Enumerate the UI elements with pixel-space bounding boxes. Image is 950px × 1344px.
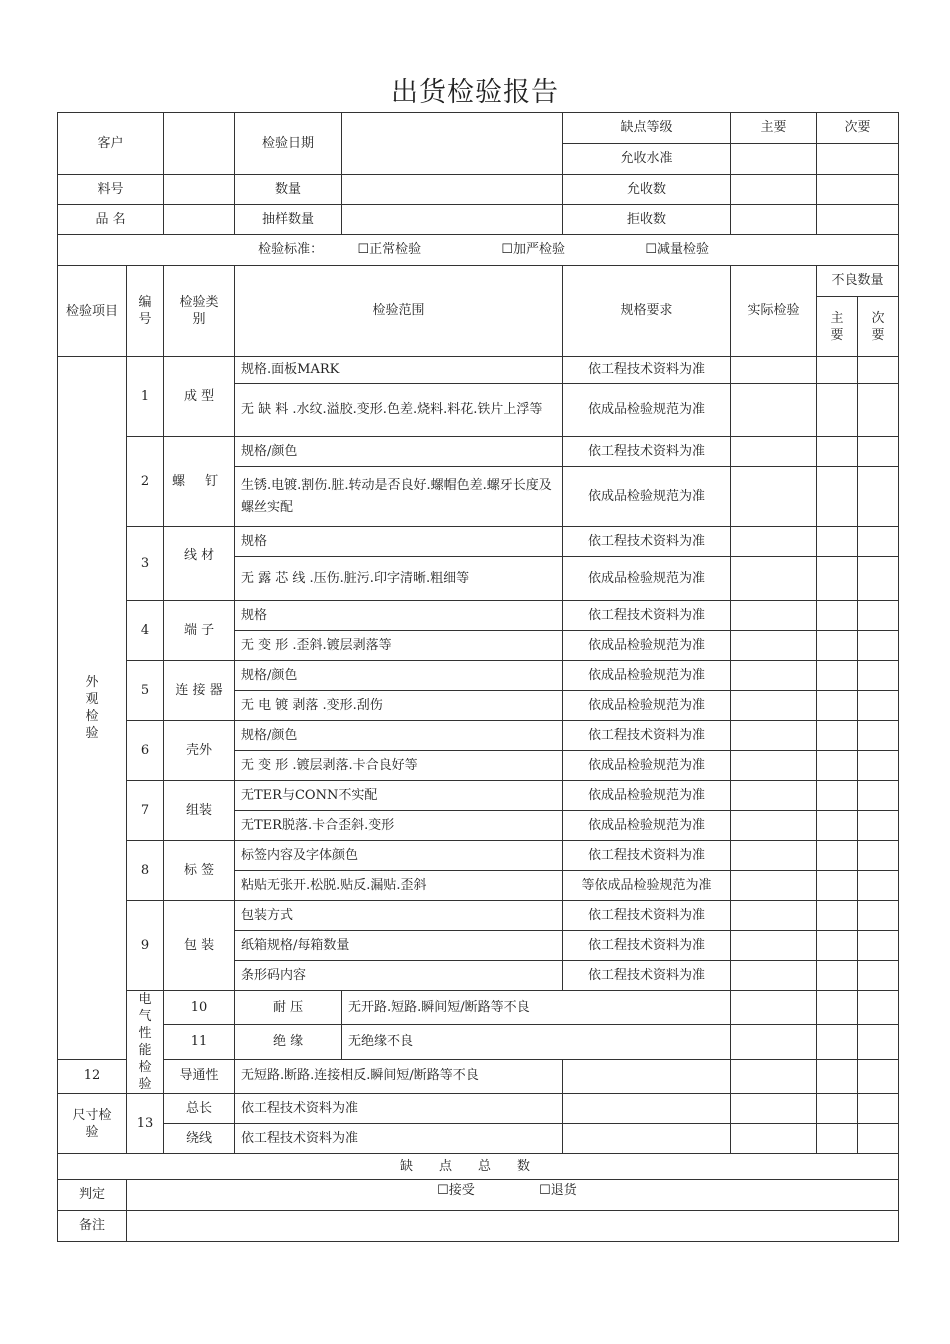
minor-cell[interactable] [858, 691, 899, 721]
actual-cell[interactable] [731, 691, 817, 721]
minor-cell[interactable] [858, 751, 899, 781]
col-no: 编号 [127, 266, 164, 357]
actual-cell[interactable] [731, 661, 817, 691]
scope: 规格/颜色 [235, 661, 563, 691]
spec: 依成品检验规范为准 [563, 557, 731, 601]
major-cell[interactable] [817, 661, 858, 691]
item-no: 12 [58, 1059, 127, 1093]
item-category: 绝 缘 [235, 1025, 342, 1059]
major-cell[interactable] [858, 991, 899, 1025]
sample-qty-label: 抽样数量 [235, 205, 342, 235]
item-category: 端 子 [164, 601, 235, 661]
customer-value[interactable] [164, 113, 235, 175]
minor-cell[interactable] [858, 1059, 899, 1093]
major-cell[interactable] [817, 557, 858, 601]
standard-normal-checkbox[interactable]: ☐正常检验 [357, 242, 422, 257]
item-no: 10 [164, 991, 235, 1025]
scope: 依工程技术资料为准 [235, 1124, 563, 1154]
major-cell[interactable] [817, 1124, 858, 1154]
item-category: 包 装 [164, 901, 235, 991]
item-category: 成 型 [164, 357, 235, 437]
minor-cell[interactable] [858, 931, 899, 961]
scope: 无 变 形 .镀层剥落.卡合良好等 [235, 751, 563, 781]
spec: 依工程技术资料为准 [563, 721, 731, 751]
accept-checkbox[interactable]: ☐接受 [437, 1183, 475, 1198]
spec: 依成品检验规范为准 [563, 751, 731, 781]
scope: 规格/颜色 [235, 437, 563, 467]
minor-cell[interactable] [858, 781, 899, 811]
minor-cell[interactable] [858, 811, 899, 841]
judgement-label: 判定 [58, 1180, 127, 1211]
remarks-label: 备注 [58, 1211, 127, 1242]
major-cell[interactable] [858, 1025, 899, 1059]
inspection-standard-row [58, 235, 899, 266]
quantity-value[interactable] [342, 175, 563, 205]
item-no: 13 [127, 1094, 164, 1154]
item-category: 螺 钉 [164, 437, 235, 527]
minor-cell[interactable] [858, 1124, 899, 1154]
scope: 无 缺 料 .水纹.溢胶.变形.色差.烧料.料花.铁片上浮等 [235, 384, 563, 437]
major-cell[interactable] [817, 871, 858, 901]
spec: 依工程技术资料为准 [563, 961, 731, 991]
item-category: 耐 压 [235, 991, 342, 1025]
minor-cell[interactable] [858, 841, 899, 871]
actual-cell[interactable] [731, 467, 817, 527]
major-cell[interactable] [817, 931, 858, 961]
accept-qty-major[interactable] [731, 175, 817, 205]
defect-grade-label: 缺点等级 [563, 113, 731, 144]
minor-cell[interactable] [858, 467, 899, 527]
col-defect-qty: 不良数量 [817, 266, 899, 297]
spec: 依工程技术资料为准 [563, 601, 731, 631]
actual-cell[interactable] [817, 991, 858, 1025]
major-cell[interactable] [817, 631, 858, 661]
scope: 规格.面板MARK [235, 357, 563, 384]
minor-cell[interactable] [858, 601, 899, 631]
standard-reduced-checkbox[interactable]: ☐减量检验 [645, 242, 709, 257]
spec: 依成品检验规范为准 [563, 691, 731, 721]
spec: 依工程技术资料为准 [563, 357, 731, 384]
col-defect-minor: 次要 [858, 297, 899, 357]
spec [731, 1025, 817, 1059]
aql-minor-value[interactable] [817, 144, 899, 175]
col-item: 检验项目 [58, 266, 127, 357]
part-no-value[interactable] [164, 175, 235, 205]
actual-cell[interactable] [731, 751, 817, 781]
minor-cell[interactable] [858, 1094, 899, 1124]
col-scope: 检验范围 [235, 266, 563, 357]
scope: 无短路.断路.连接相反.瞬间短/断路等不良 [235, 1059, 563, 1093]
actual-cell[interactable] [731, 557, 817, 601]
item-category: 标 签 [164, 841, 235, 901]
item-no: 4 [127, 601, 164, 661]
actual-cell[interactable] [731, 601, 817, 631]
quantity-label: 数量 [235, 175, 342, 205]
minor-cell[interactable] [858, 661, 899, 691]
actual-cell[interactable] [731, 1094, 817, 1124]
major-cell[interactable] [817, 1059, 858, 1093]
spec: 依成品检验规范为准 [563, 384, 731, 437]
return-checkbox[interactable]: ☐退货 [539, 1183, 577, 1198]
major-cell[interactable] [817, 781, 858, 811]
reject-qty-major[interactable] [731, 205, 817, 235]
minor-cell[interactable] [858, 437, 899, 467]
item-category: 导通性 [164, 1059, 235, 1093]
customer-label: 客户 [58, 113, 164, 175]
scope: 无 电 镀 剥落 .变形.刮伤 [235, 691, 563, 721]
judgement-cell [127, 1180, 899, 1211]
defect-total-row: 缺点总数 [58, 1154, 899, 1180]
item-category: 线 材 [164, 527, 235, 601]
major-cell[interactable] [817, 601, 858, 631]
scope: 规格/颜色 [235, 721, 563, 751]
minor-cell[interactable] [858, 721, 899, 751]
actual-cell[interactable] [731, 437, 817, 467]
item-category: 连 接 器 [164, 661, 235, 721]
spec: 依工程技术资料为准 [563, 931, 731, 961]
major-cell[interactable] [817, 721, 858, 751]
major-cell[interactable] [817, 691, 858, 721]
minor-label: 次要 [817, 113, 899, 144]
minor-cell[interactable] [858, 557, 899, 601]
scope: 规格 [235, 601, 563, 631]
minor-cell[interactable] [858, 961, 899, 991]
aql-major-value[interactable] [731, 144, 817, 175]
spec [563, 1124, 731, 1154]
col-actual: 实际检验 [731, 266, 817, 357]
minor-cell[interactable] [858, 871, 899, 901]
spec: 依成品检验规范为准 [563, 467, 731, 527]
group-dimension: 尺寸检验 [58, 1094, 127, 1154]
major-cell[interactable] [817, 751, 858, 781]
remarks-cell[interactable] [127, 1211, 899, 1242]
scope: 无绝缘不良 [342, 1025, 731, 1059]
actual-cell[interactable] [731, 1124, 817, 1154]
major-cell[interactable] [817, 527, 858, 557]
product-name-label: 品 名 [58, 205, 164, 235]
part-no-label: 料号 [58, 175, 164, 205]
scope: 无 变 形 .歪斜.镀层剥落等 [235, 631, 563, 661]
item-no: 11 [164, 1025, 235, 1059]
spec [563, 1059, 731, 1093]
actual-cell[interactable] [731, 811, 817, 841]
actual-cell[interactable] [731, 901, 817, 931]
spec: 依成品检验规范为准 [563, 811, 731, 841]
spec: 依工程技术资料为准 [563, 437, 731, 467]
reject-qty-minor[interactable] [817, 205, 899, 235]
actual-cell[interactable] [731, 631, 817, 661]
item-no: 3 [127, 527, 164, 601]
spec: 等依成品检验规范为准 [563, 871, 731, 901]
spec [563, 1094, 731, 1124]
scope: 标签内容及字体颜色 [235, 841, 563, 871]
major-label: 主要 [731, 113, 817, 144]
item-no: 2 [127, 437, 164, 527]
actual-cell[interactable] [817, 1025, 858, 1059]
accept-qty-label: 允收数 [563, 175, 731, 205]
actual-cell[interactable] [731, 384, 817, 437]
standard-tightened-checkbox[interactable]: ☐加严检验 [501, 242, 566, 257]
item-no: 8 [127, 841, 164, 901]
sample-qty-value[interactable] [342, 205, 563, 235]
item-no: 6 [127, 721, 164, 781]
spec: 依工程技术资料为准 [563, 841, 731, 871]
item-category: 总长 [164, 1094, 235, 1124]
item-no: 1 [127, 357, 164, 437]
page-title: 出货检验报告 [391, 77, 559, 108]
aql-label: 允收水准 [563, 144, 731, 175]
item-category: 组装 [164, 781, 235, 841]
actual-cell[interactable] [731, 1059, 817, 1093]
major-cell[interactable] [817, 357, 858, 384]
major-cell[interactable] [817, 437, 858, 467]
col-defect-major: 主要 [817, 297, 858, 357]
minor-cell[interactable] [858, 357, 899, 384]
actual-cell[interactable] [731, 871, 817, 901]
item-no: 7 [127, 781, 164, 841]
spec: 依工程技术资料为准 [563, 527, 731, 557]
minor-cell[interactable] [858, 631, 899, 661]
scope: 生锈.电镀.割伤.脏.转动是否良好.螺帽色差.螺牙长度及螺丝实配 [235, 467, 563, 527]
scope: 粘贴无张开.松脱.贴反.漏贴.歪斜 [235, 871, 563, 901]
spec: 依工程技术资料为准 [563, 901, 731, 931]
actual-cell[interactable] [731, 527, 817, 557]
major-cell[interactable] [817, 841, 858, 871]
actual-cell[interactable] [731, 357, 817, 384]
minor-cell[interactable] [858, 901, 899, 931]
actual-cell[interactable] [731, 781, 817, 811]
spec [731, 991, 817, 1025]
scope: 条形码内容 [235, 961, 563, 991]
item-no: 5 [127, 661, 164, 721]
scope: 无TER与CONN不实配 [235, 781, 563, 811]
inspection-report-table [57, 112, 899, 1242]
scope: 无TER脱落.卡合歪斜.变形 [235, 811, 563, 841]
scope: 无 露 芯 线 .压伤.脏污.印字清晰.粗细等 [235, 557, 563, 601]
minor-cell[interactable] [858, 384, 899, 437]
scope: 包装方式 [235, 901, 563, 931]
actual-cell[interactable] [731, 841, 817, 871]
spec: 依成品检验规范为准 [563, 661, 731, 691]
major-cell[interactable] [817, 1094, 858, 1124]
major-cell[interactable] [817, 961, 858, 991]
actual-cell[interactable] [731, 721, 817, 751]
actual-cell[interactable] [731, 961, 817, 991]
item-no: 9 [127, 901, 164, 991]
spec: 依成品检验规范为准 [563, 631, 731, 661]
group-appearance: 外观检验 [58, 357, 127, 1060]
inspect-date-value[interactable] [342, 113, 563, 175]
standard-label: 检验标准： [258, 242, 324, 257]
scope: 依工程技术资料为准 [235, 1094, 563, 1124]
scope: 纸箱规格/每箱数量 [235, 931, 563, 961]
item-category: 壳外 [164, 721, 235, 781]
scope: 无开路.短路.瞬间短/断路等不良 [342, 991, 731, 1025]
group-electrical: 电气性能检验 [127, 991, 164, 1094]
major-cell[interactable] [817, 901, 858, 931]
minor-cell[interactable] [858, 527, 899, 557]
accept-qty-minor[interactable] [817, 175, 899, 205]
major-cell[interactable] [817, 467, 858, 527]
product-name-value[interactable] [164, 205, 235, 235]
scope: 规格 [235, 527, 563, 557]
major-cell[interactable] [817, 811, 858, 841]
actual-cell[interactable] [731, 931, 817, 961]
major-cell[interactable] [817, 384, 858, 437]
item-category: 绕线 [164, 1124, 235, 1154]
spec: 依成品检验规范为准 [563, 781, 731, 811]
inspect-date-label: 检验日期 [235, 113, 342, 175]
col-spec: 规格要求 [563, 266, 731, 357]
col-category: 检验类别 [164, 266, 235, 357]
reject-qty-label: 拒收数 [563, 205, 731, 235]
